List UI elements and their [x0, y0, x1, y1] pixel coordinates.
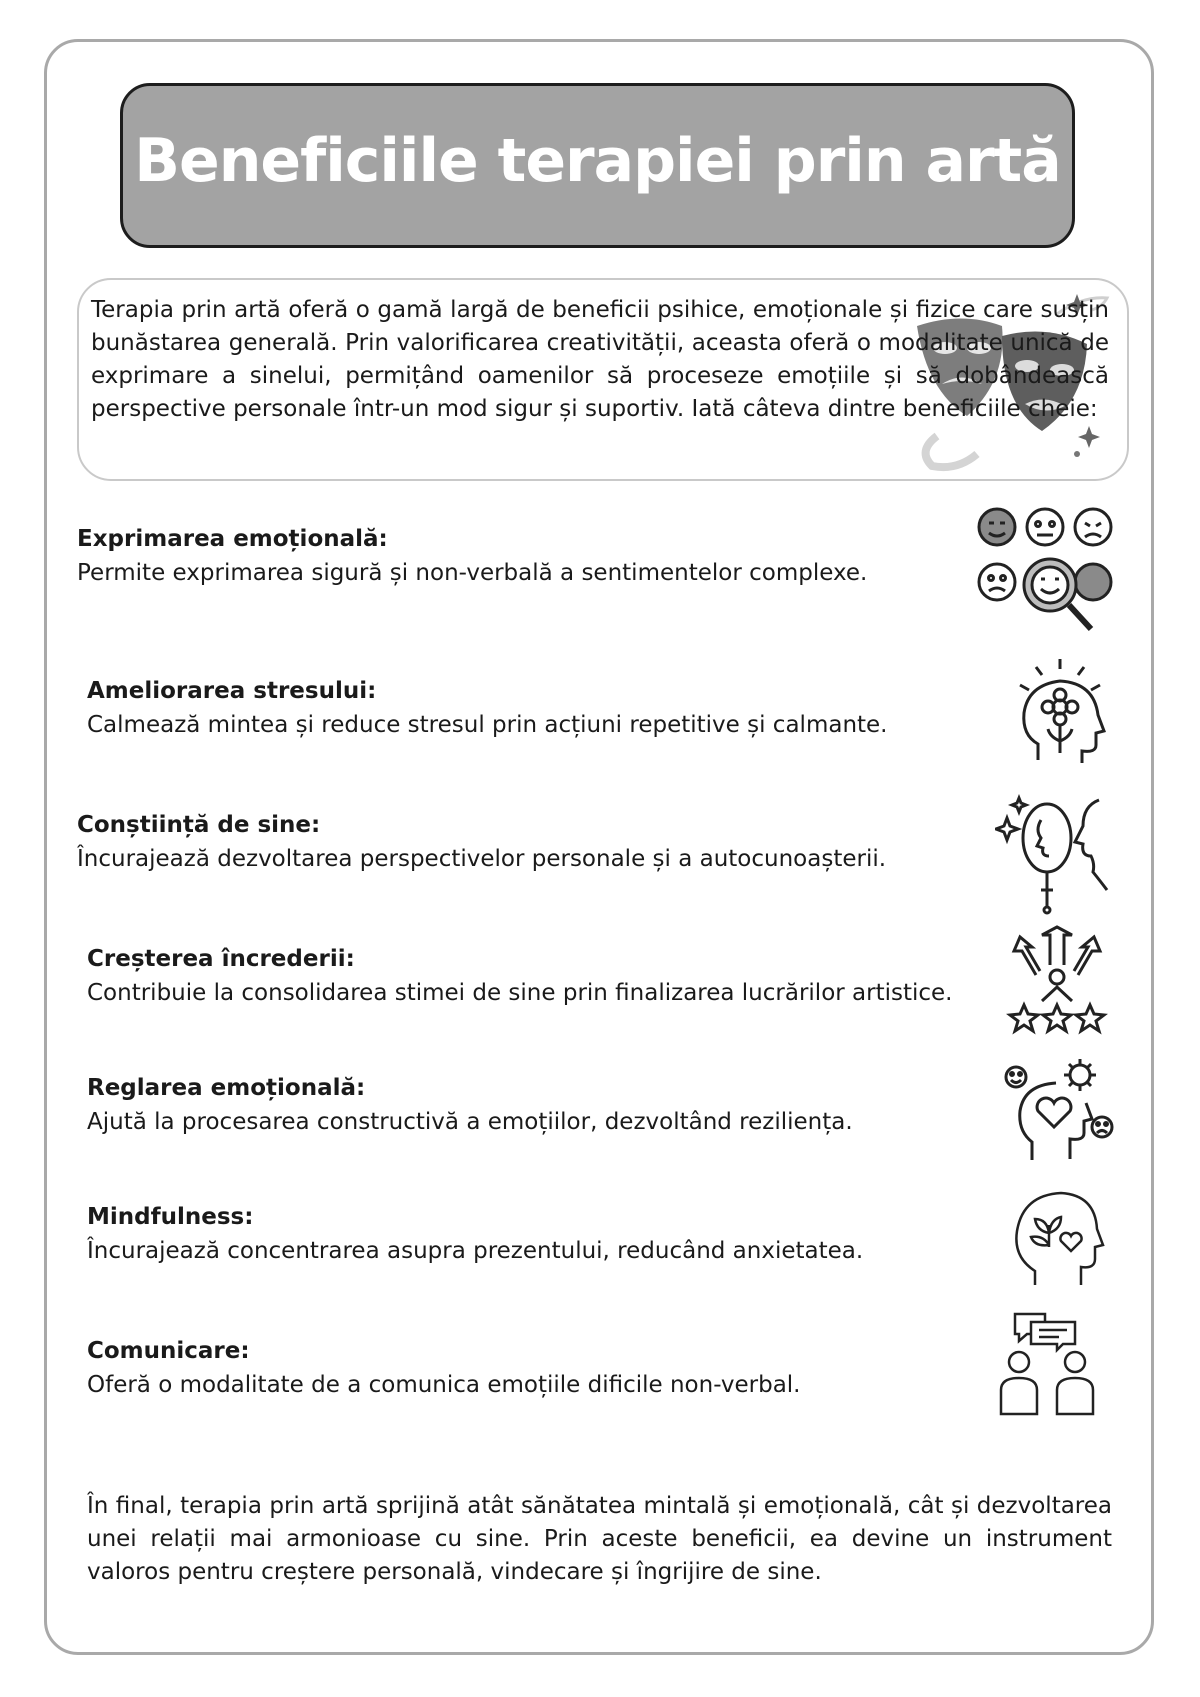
conclusion-text: În final, terapia prin artă sprijină atât sănătatea mintală și emoțională, cât și dezvoltarea unei relații mai armonioase cu sine. Prin aceste beneficii, ea devine un instrument valoros pentru creștere personală, vindecare și îngrijire de sine.: [87, 1493, 1112, 1585]
benefit-title: Mindfulness:: [87, 1204, 254, 1230]
benefit-confidence: [87, 942, 987, 1010]
benefit-description: Oferă o modalitate de a comunica emoțiile dificile non-verbal.: [87, 1372, 801, 1398]
people-conversation-icon: [995, 1310, 1105, 1420]
title-banner: [120, 83, 1075, 248]
benefit-description: Încurajează dezvoltarea perspectivelor personale și a autocunoașterii.: [77, 846, 887, 872]
benefit-emotional-regulation: [87, 1071, 987, 1139]
benefit-title: Reglarea emoțională:: [87, 1075, 366, 1101]
head-heart-gear-icon: [1002, 1055, 1117, 1165]
benefit-title: Conștiință de sine:: [77, 812, 321, 838]
intro-text: Terapia prin artă oferă o gamă largă de beneficii psihice, emoționale și fizice care susțin bunăstarea generală. Prin valorificarea creativității, aceasta oferă o modalitate unică de exprimare a sinelui, permițând oamenilor să proceseze emoțiile și să dobândească perspective personale într-un mod sigur și suportiv. Iată câteva dintre beneficiile cheie:: [91, 297, 1109, 422]
head-leaves-heart-icon: [1005, 1185, 1110, 1290]
growth-stars-icon: [1002, 925, 1112, 1035]
benefit-title: Creșterea încrederii:: [87, 946, 355, 972]
benefit-description: Încurajează concentrarea asupra prezentului, reducând anxietatea.: [87, 1238, 864, 1264]
page-title: Beneficiile terapiei prin artă: [134, 125, 1061, 196]
benefit-mindfulness: [87, 1200, 987, 1268]
benefit-description: Contribuie la consolidarea stimei de sine prin finalizarea lucrărilor artistice.: [87, 980, 953, 1006]
benefit-description: Ajută la procesarea constructivă a emoțiilor, dezvoltând reziliența.: [87, 1109, 853, 1135]
benefit-description: Permite exprimarea sigură și non-verbală a sentimentelor complexe.: [77, 560, 868, 586]
benefit-communication: [87, 1334, 987, 1402]
benefit-title: Comunicare:: [87, 1338, 250, 1364]
benefit-self-awareness: [77, 808, 977, 876]
benefit-description: Calmează mintea și reduce stresul prin acțiuni repetitive și calmante.: [87, 712, 888, 738]
benefit-emotional-expression: [77, 522, 977, 590]
emotion-faces-magnifier-icon: [975, 505, 1115, 645]
benefit-title: Exprimarea emoțională:: [77, 526, 388, 552]
intro-box: [77, 278, 1129, 481]
mirror-reflection-icon: [995, 790, 1115, 915]
head-flower-icon: [1010, 655, 1115, 775]
benefit-stress-relief: [87, 674, 987, 742]
benefit-title: Ameliorarea stresului:: [87, 678, 377, 704]
